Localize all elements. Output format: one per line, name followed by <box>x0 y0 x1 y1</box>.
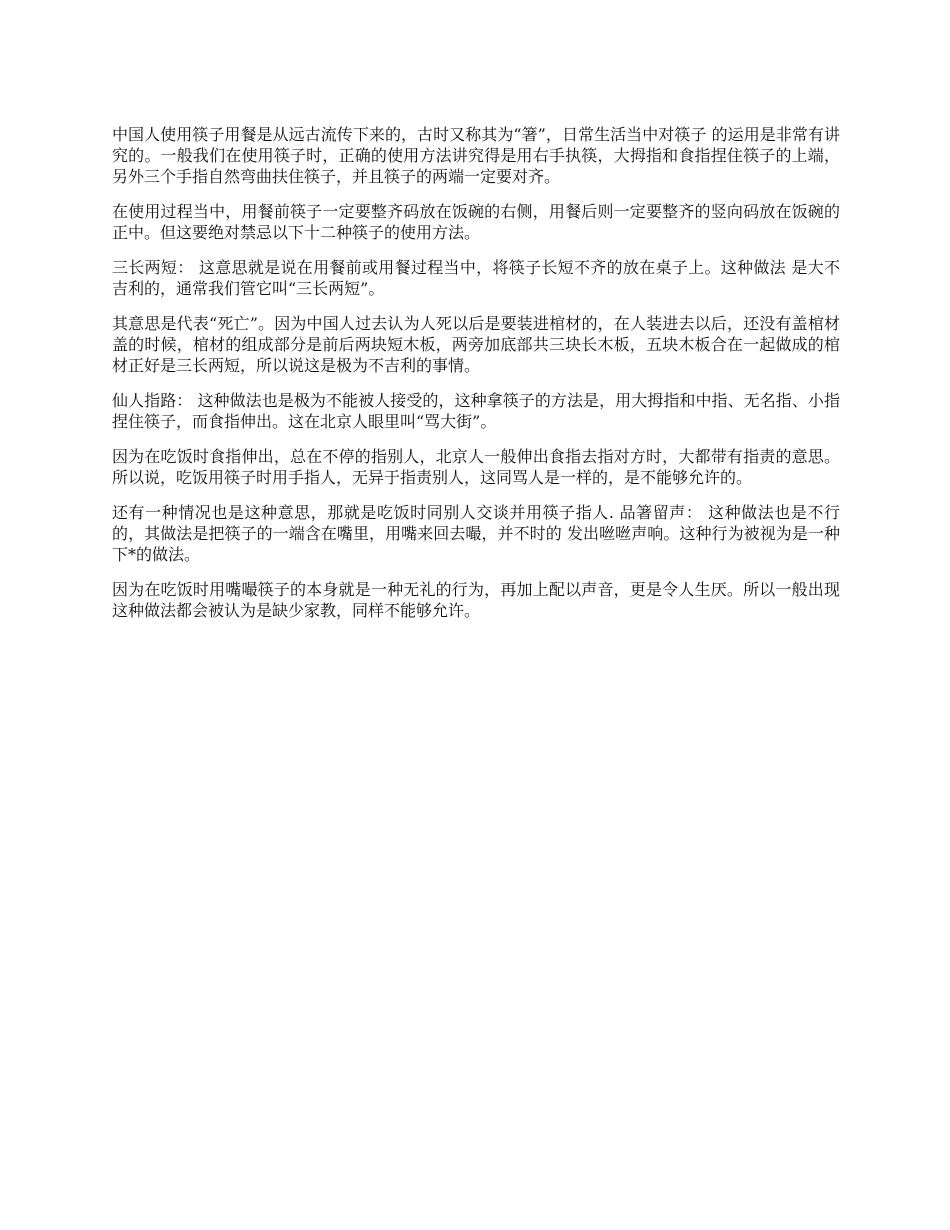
document-body <box>112 124 840 635</box>
paragraph-7: 还有一种情况也是这种意思，那就是吃饭时同别人交谈并用筷子指人. 品箸留声： 这种做法也是不行的，其做法是把筷子的一端含在嘴里，用嘴来回去嘬，并不时的 发出咝咝声响。这种行为被视为是一种下*的做法。 <box>112 503 840 564</box>
paragraph-8: 因为在吃饭时用嘴嘬筷子的本身就是一种无礼的行为，再加上配以声音，更是令人生厌。所以一般出现这种做法都会被认为是缺少家教，同样不能够允许。 <box>112 580 840 620</box>
paragraph-2: 在使用过程当中，用餐前筷子一定要整齐码放在饭碗的右侧，用餐后则一定要整齐的竖向码放在饭碗的正中。但这要绝对禁忌以下十二种筷子的使用方法。 <box>112 202 840 242</box>
paragraph-6: 因为在吃饭时食指伸出，总在不停的指别人，北京人一般伸出食指去指对方时，大都带有指责的意思。所以说，吃饭用筷子时用手指人，无异于指责别人，这同骂人是一样的，是不能够允许的。 <box>112 447 840 487</box>
paragraph-1: 中国人使用筷子用餐是从远古流传下来的，古时又称其为“箸”，日常生活当中对筷子 的运用是非常有讲究的。一般我们在使用筷子时，正确的使用方法讲究得是用右手执筷，大拇指和食指捏住筷子的上端，另外三个手指自然弯曲扶住筷子，并且筷子的两端一定要对齐。 <box>112 125 840 186</box>
paragraph-4: 其意思是代表“死亡”。因为中国人过去认为人死以后是要装进棺材的，在人装进去以后，还没有盖棺材盖的时候，棺材的组成部分是前后两块短木板，两旁加底部共三块长木板，五块木板合在一起做成的棺材正好是三长两短，所以说这是极为不吉利的事情。 <box>112 314 840 375</box>
paragraph-5: 仙人指路： 这种做法也是极为不能被人接受的，这种拿筷子的方法是，用大拇指和中指、无名指、小指捏住筷子，而食指伸出。这在北京人眼里叫“骂大街”。 <box>112 391 840 431</box>
paragraph-3: 三长两短： 这意思就是说在用餐前或用餐过程当中，将筷子长短不齐的放在桌子上。这种做法 是大不吉利的，通常我们管它叫“三长两短”。 <box>112 258 840 298</box>
